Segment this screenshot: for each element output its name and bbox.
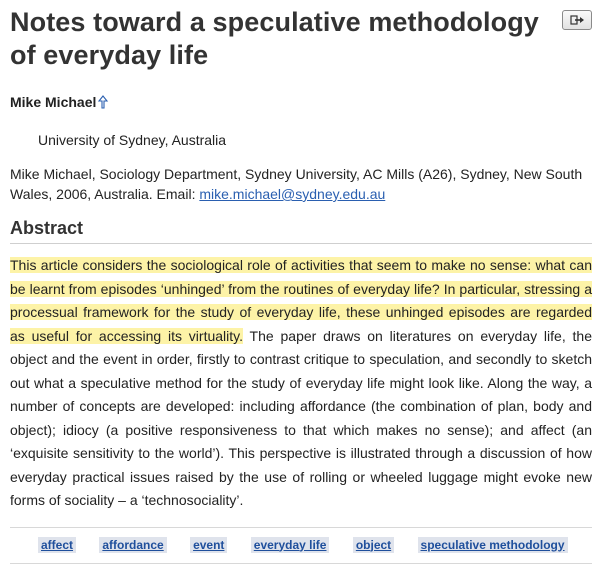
keyword-list	[10, 527, 592, 564]
correspondence-text: Mike Michael, Sociology Department, Sydney University, AC Mills (A26), Sydney, New South Wales, 2006, Australia. Email:	[10, 166, 583, 202]
author-row	[10, 94, 592, 114]
author-name[interactable]: Mike Michael	[10, 94, 97, 110]
affiliation: University of Sydney, Australia	[38, 132, 227, 148]
highlighted-text: This article considers the sociological role of activities that seem to make no sense: what can be learnt from episodes ‘unhinged’ from the routines of everyday life? In particular, stressing a processual framework for the study of everyday life, these unhinged episodes are regarded as useful for accessing its virtuality.	[10, 257, 592, 344]
share-button[interactable]	[562, 10, 592, 30]
email-link[interactable]: mike.michael@sydney.edu.au	[199, 186, 386, 202]
article-page	[10, 0, 592, 564]
abstract-heading: Abstract	[10, 218, 592, 244]
keyword-link[interactable]: everyday life	[251, 537, 330, 553]
keyword-link[interactable]: affordance	[99, 537, 166, 553]
article-title: Notes toward a speculative methodology of everyday life	[10, 7, 539, 70]
keyword-link[interactable]: speculative methodology	[418, 537, 568, 553]
share-arrow-icon	[570, 14, 586, 26]
title-row	[10, 0, 592, 72]
correspondence	[10, 164, 590, 204]
abstract-text: The paper draws on literatures on everyday life, the object and the event in order, firstly to contrast critique to speculation, and secondly to sketch out what a speculative method for the study of everyday life might look like. Along the way, a number of concepts are developed: including affordance (the combination of plan, body and object); idiocy (a positive responsiveness to that which makes no sense); and affect (an ‘exquisite sensitivity to the world’). This perspective is illustrated through a discussion of how everyday practical issues raised by the use of rolling or wheeled luggage might evoke new forms of sociality – a ‘technosociality’.	[10, 327, 592, 508]
author-info-icon[interactable]	[96, 95, 110, 109]
keyword-link[interactable]: event	[190, 537, 227, 553]
keyword-link[interactable]: object	[353, 537, 394, 553]
abstract-body	[10, 254, 592, 513]
keyword-link[interactable]: affect	[38, 537, 76, 553]
